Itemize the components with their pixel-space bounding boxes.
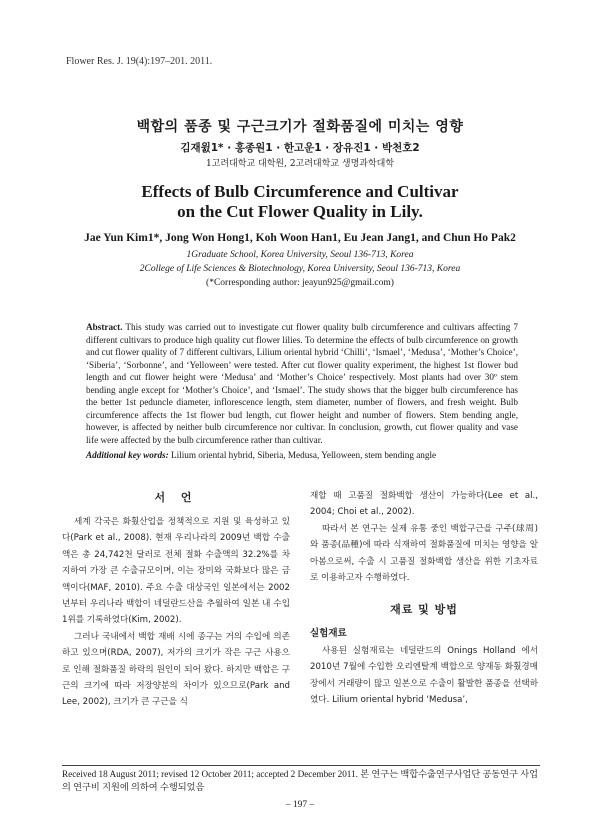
abstract-label: Abstract. — [86, 322, 123, 332]
methods-paragraph-1: 사용된 실험재료는 네덜란드의 Onings Holland 에서 2010년 7월에 수입한 오리엔탈계 백합으로 양재동 화훴경매장에서 거래량이 많고 일본으로 수출이 활발한 품종을 선택하였다. Lilium oriental hybrid ‘Medusa’, — [310, 645, 538, 706]
introduction-paragraph-2: 그러나 국내에서 백합 재배 시에 종구는 거의 수입에 의존하고 있으며(RDA, 2007), 저가의 크기가 작은 구근 사용으로 인해 절화품질 하락의 원인이 되어 왔다. 하지만 백합은 구근의 크기에 따라 저장양분의 차이가 있으므로(Park and Lee, 2002), 크기가 큰 구근을 식 — [62, 631, 290, 708]
footnote-divider — [62, 765, 540, 766]
korean-affiliation: 1고려대학교 대학원, 2고려대학교 생명과학대학 — [205, 159, 395, 169]
abstract-text: This study was carried out to investigate cut flower quality bulb circumference and cultivars affecting 7 different cultivars to produce high quality cut flower lilies. To determine the effects of bulb circumference on growth and cut flower quality of 7 different cultivars, Lilium oriental hybrid ‘Chilli’, ‘Ismael’, ‘Medusa’, ‘Mother’s Choice’, ‘Siberia’, ‘Sorbonne’, and ‘Yelloween’ were tested. After cut flower quality experiment, the highest 1st flower bud length and cut flower height were ‘Medusa’ and ‘Mother’s Choice’ respectively. Most plants had over 30º stem bending angle except for ‘Mother’s Choice’, and ‘Ismael’. The study shows that the bigger bulb circumference has the better 1st peduncle diameter, inflorescence length, stem diameter, number of flowers, and fresh weight. Bulb circumference affects the 1st flower bud length, cut flower height and number of flowers. Stem bending angle, however, is affected by neither bulb circumference nor cultivar. In conclusion, growth, cut flower quality and vase life were affected by the bulb circumference rather than cultivar. — [86, 322, 518, 445]
english-affiliation-2: 2College of Life Sciences & Biotechnology, Korea University, Seoul 136-713, Korea — [139, 264, 461, 274]
right-column — [310, 488, 538, 708]
english-title-line2: on the Cut Flower Quality in Lily. — [177, 202, 423, 221]
korean-authors: 김재윐1* · 홍종원1 · 한고운1 · 장유진1 · 박천호2 — [180, 142, 420, 154]
methods-heading: 재료 및 방법 — [390, 603, 458, 617]
introduction-paragraph-3: 따라서 본 연구는 실제 유통 중인 백합구근을 구주(球周)와 품종(品種)에 따라 식재하여 절화품질에 미치는 영향을 알아봄으로써, 수출 시 고품질 절화백합 생산을 위한 기초자료로 이용하고자 수행하였다. — [310, 523, 538, 584]
abstract — [86, 321, 518, 446]
english-title-line1: Effects of Bulb Circumference and Cultivar — [141, 182, 459, 201]
key-words-text: Lilium oriental hybrid, Siberia, Medusa, Yelloween, stem bending angle — [171, 450, 437, 460]
methods-subheading: 실험재료 — [310, 628, 347, 640]
journal-reference: Flower Res. J. 19(4):197–201. 2011. — [66, 56, 213, 67]
key-words-label: Additional key words: — [86, 450, 169, 460]
page-number: – 197 – — [285, 800, 315, 810]
english-title — [0, 182, 600, 222]
introduction-paragraph-1: 세계 각국은 화훴산업을 정책적으로 지원 및 육성하고 있다(Park et al., 2008). 현재 우리나라의 2009년 백합 수출액은 총 24,742천 달러로 전체 절화 수출액의 32.2%를 차지하여 가장 큰 수출규모이며, 이는 장미와 국화보다 많은 금액이다(MAF, 2010). 주요 수출 대상국인 일본에서는 2002년부터 우리나라 백합이 네덜란드산을 추월하여 일본 내 수입 1위를 기록하였다(Kim, 2002). — [62, 517, 290, 626]
introduction-heading: 서 언 — [154, 491, 198, 504]
corresponding-author: (*Corresponding author: jeayun925@gmail.com) — [206, 278, 394, 288]
english-affiliation-1: 1Graduate School, Korea University, Seoul 136-713, Korea — [186, 250, 414, 260]
key-words — [86, 450, 518, 460]
left-column — [62, 488, 290, 711]
footnote: Received 18 August 2011; revised 12 October 2011; accepted 2 December 2011. 본 연구는 백합수출연구사업단 공동연구 사업의 연구비 지원에 의하여 수행되었음 — [62, 769, 539, 792]
introduction-paragraph-2-continued: 재할 때 고품질 절화백합 생산이 가능하다(Lee et al., 2004; Choi et al., 2002). — [310, 491, 538, 518]
korean-title: 백합의 품종 및 구근크기가 절화품질에 미치는 영향 — [136, 119, 464, 135]
english-authors: Jae Yun Kim1*, Jong Won Hong1, Koh Woon Han1, Eu Jean Jang1, and Chun Ho Pak2 — [84, 232, 516, 244]
